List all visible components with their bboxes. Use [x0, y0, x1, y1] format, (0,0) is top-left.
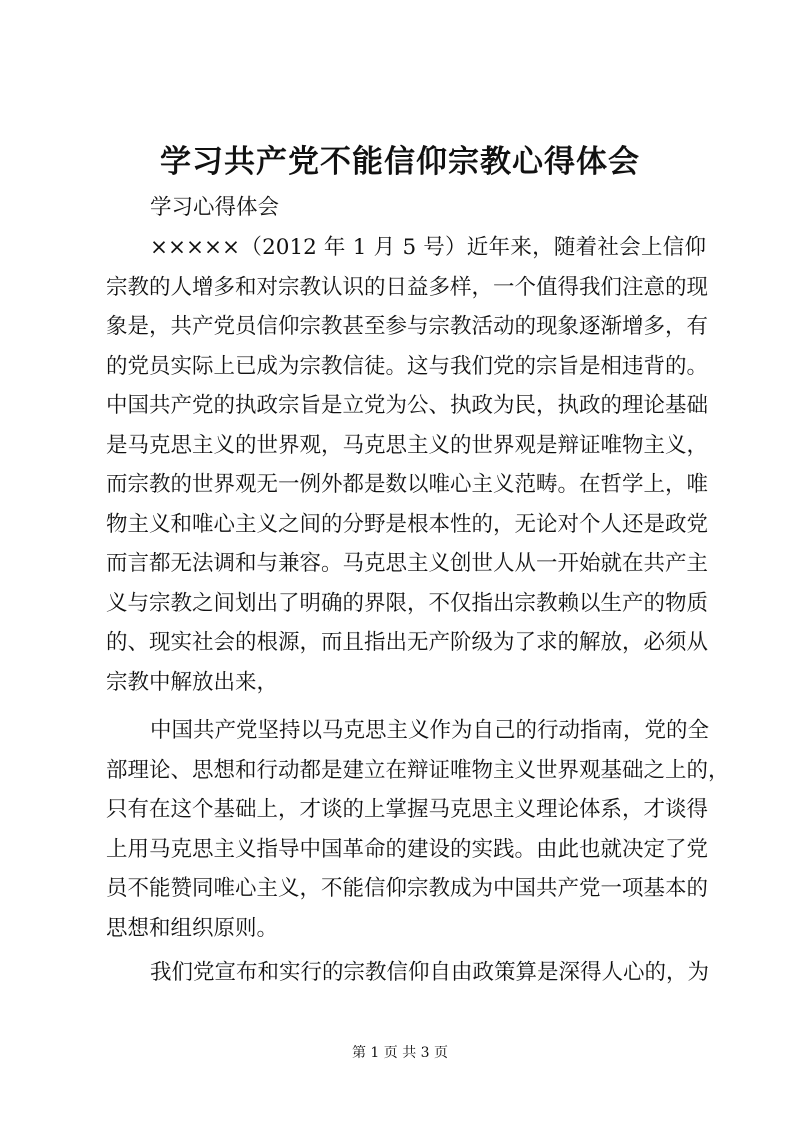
paragraph-1-line: 宗教中解放出来，: [106, 669, 279, 695]
document-subtitle-block: [106, 188, 706, 228]
paragraph-1-line: 宗教的人增多和对宗教认识的日益多样，一个值得我们注意的现: [106, 274, 709, 300]
paragraph-2-line: 只有在这个基础上，才谈的上掌握马克思主义理论体系，才谈得: [106, 797, 709, 822]
paragraph-3-line: 我们党宣布和实行的宗教信仰自由政策算是深得人心的，为: [150, 960, 710, 985]
paragraph-2-line: 员不能赞同唯心主义，不能信仰宗教成为中国共产党一项基本的: [106, 876, 709, 901]
paragraph-1: [106, 228, 709, 702]
paragraph-1-line: 义与宗教之间划出了明确的界限，不仅指出宗教赖以生产的物质: [106, 590, 709, 616]
paragraph-1-line: 而言都无法调和与兼容。马克思主义创世人从一开始就在共产主: [106, 551, 709, 576]
paragraph-1-line: 象是，共产党员信仰宗教甚至参与宗教活动的现象逐渐增多，有: [106, 314, 709, 339]
paragraph-1-line: 是马克思主义的世界观，马克思主义的世界观是辩证唯物主义，: [106, 432, 709, 458]
document-title: 学习共产党不能信仰宗教心得体会: [160, 144, 640, 180]
paragraph-2-line: 上用马克思主义指导中国革命的建设的实践。由此也就决定了党: [106, 836, 709, 862]
paragraph-2: [106, 711, 730, 948]
paragraph-1-line: 中国共产党的执政宗旨是立党为公、执政为民，执政的理论基础: [106, 393, 709, 418]
paragraph-1-line: ×××××（2012 年 1 月 5 号）近年来，随着社会上信仰: [150, 235, 706, 260]
paragraph-2-line: 部理论、思想和行动都是建立在辩证唯物主义世界观基础之上的，: [106, 757, 730, 783]
page-footer: 第 1 页 共 3 页: [351, 1045, 449, 1061]
paragraph-2-line: 中国共产党坚持以马克思主义作为自己的行动指南，党的全: [150, 718, 710, 743]
paragraph-2-line: 思想和组织原则。: [106, 915, 279, 941]
paragraph-1-line: 的党员实际上已成为宗教信徒。这与我们党的宗旨是相违背的。: [106, 353, 709, 379]
paragraph-1-line: 物主义和唯心主义之间的分野是根本性的，无论对个人还是政党: [106, 511, 709, 537]
paragraph-1-line: 而宗教的世界观无一例外都是数以唯心主义范畴。在哲学上，唯: [106, 472, 709, 497]
document-subtitle: 学习心得体会: [150, 195, 280, 220]
paragraph-3: [106, 953, 710, 993]
paragraph-1-line: 的、现实社会的根源，而且指出无产阶级为了求的解放，必须从: [106, 630, 709, 655]
